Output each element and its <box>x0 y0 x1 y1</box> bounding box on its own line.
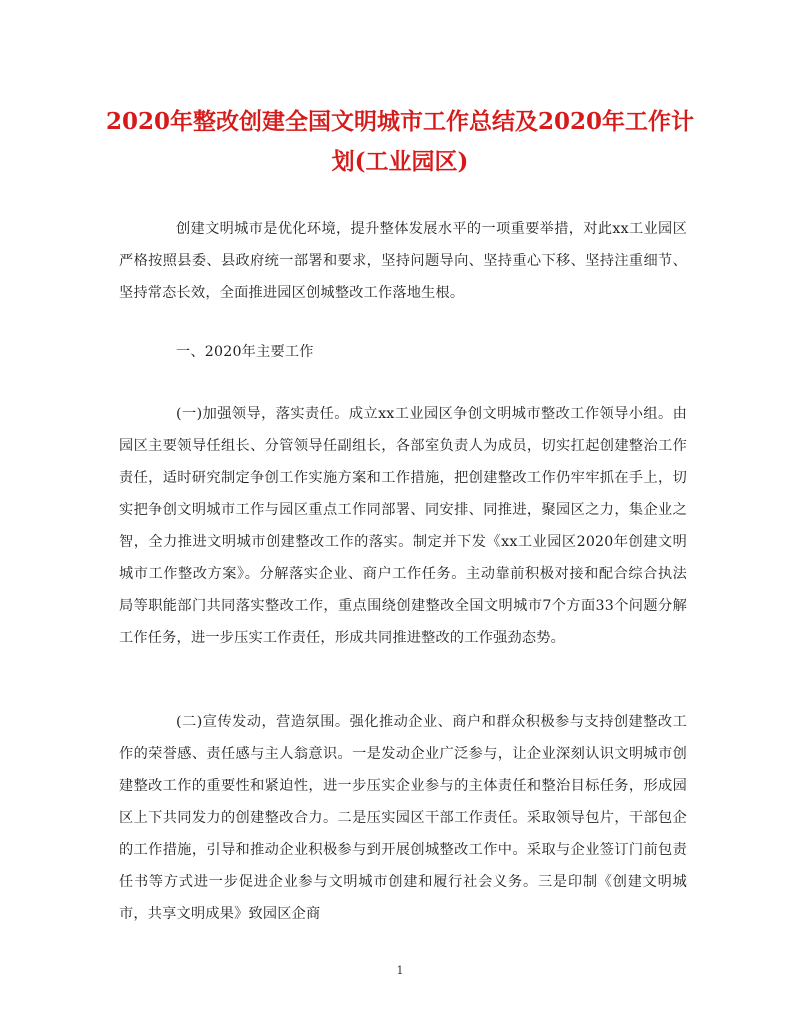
page-number: 1 <box>396 964 404 977</box>
body-paragraph-leadership: (一)加强领导，落实责任。成立xx工业园区争创文明城市整改工作领导小组。由园区主要领导任组长、分管领导任副组长，各部室负责人为成员，切实扛起创建整治工作责任，适时研究制定争创工作实施方案和工作措施，把创建整改工作仍牢牢抓在手上，切实把争创文明城市工作与园区重点工作同部署、同安排、同推进，聚园区之力，集企业之智，全力推进文明城市创建整改工作的落实。制定并下发《xx工业园区2020年创建文明城市工作整改方案》。分解落实企业、商户工作任务。主动靠前积极对接和配合综合执法局等职能部门共同落实整改工作，重点围绕创建整改全国文明城市7个方面33个问题分解工作任务，进一步压实工作责任，形成共同推进整改的工作强劲态势。 <box>119 406 687 646</box>
body-paragraph-publicity: (二)宣传发动，营造氛围。强化推动企业、商户和群众积极参与支持创建整改工作的荣誉感、责任感与主人翁意识。一是发动企业广泛参与，让企业深刻认识文明城市创建整改工作的重要性和紧迫性，进一步压实企业参与的主体责任和整治目标任务，形成园区上下共同发力的创建整改合力。二是压实园区干部工作责任。采取领导包片，干部包企的工作措施，引导和推动企业积极参与到开展创城整改工作中。采取与企业签订门前包责任书等方式进一步促进企业参与文明城市创建和履行社会义务。三是印制《创建文明城市，共享文明成果》致园区企商 <box>119 714 687 922</box>
section-heading: 一、2020年主要工作 <box>176 344 314 360</box>
intro-paragraph: 创建文明城市是优化环境，提升整体发展水平的一项重要举措，对此xx工业园区严格按照县委、县政府统一部署和要求，坚持问题导向、坚持重心下移、坚持注重细节、坚持常态长效，全面推进园区创城整改工作落地生根。 <box>119 221 687 301</box>
document-title: 2020年整改创建全国文明城市工作总结及2020年工作计划(工业园区) <box>105 108 695 175</box>
